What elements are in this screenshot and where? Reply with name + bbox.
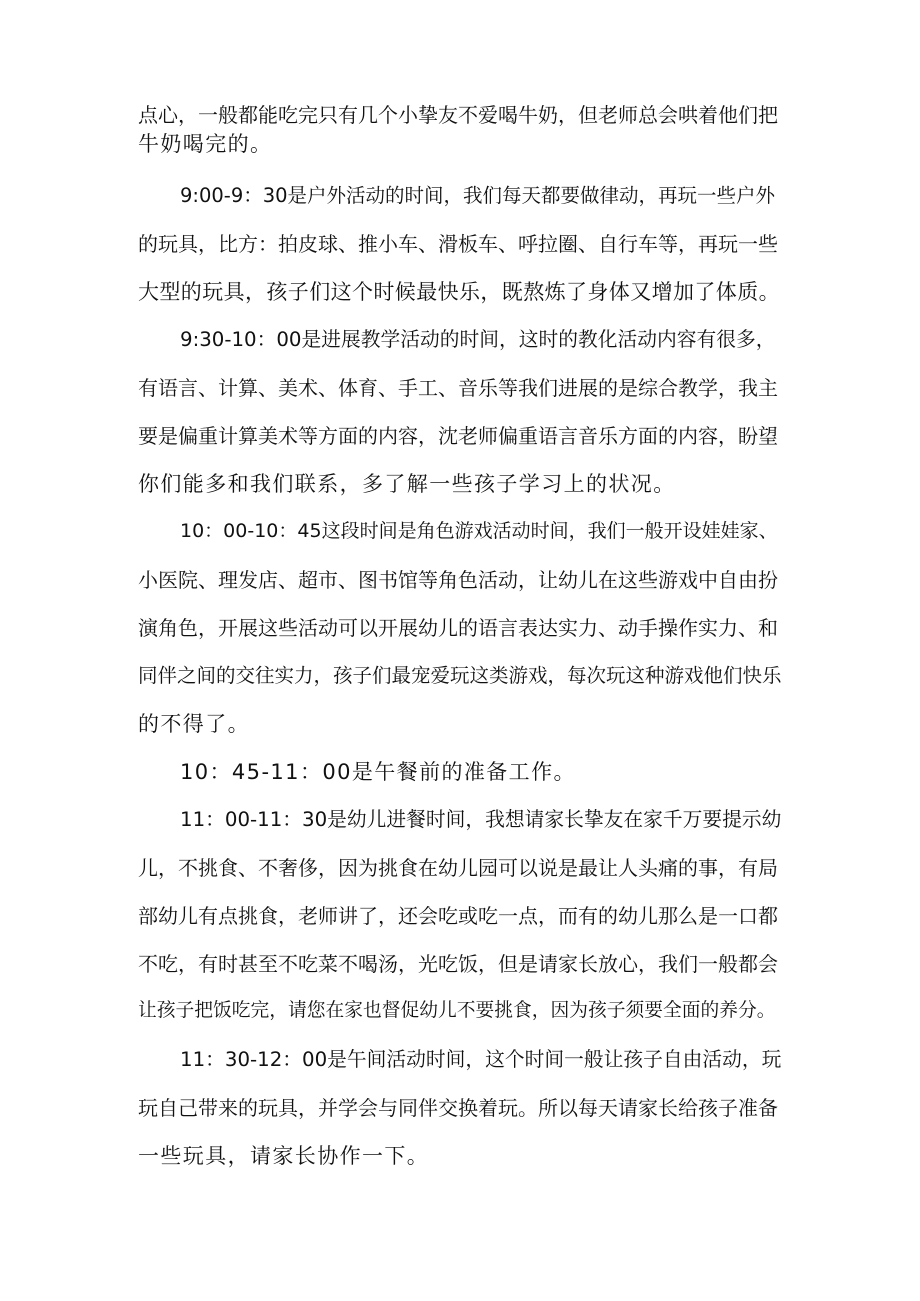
text-line: 不吃，有时甚至不吃菜不喝汤，光吃饭，但是请家长放心，我们一般都会: [138, 952, 778, 976]
paragraph-first-line: 11：00-11：30是幼儿进餐时间，我想请家长挚友在家千万要提示幼: [180, 808, 782, 831]
text-line: 玩自己带来的玩具，并学会与同伴交换着玩。所以每天请家长给孩子准备: [138, 1096, 778, 1120]
text-line: 让孩子把饭吃完，请您在家也督促幼儿不要挑食，因为孩子须要全面的养分。: [138, 1000, 776, 1021]
text-line: 有语言、计算、美术、体育、手工、音乐等我们进展的是综合教学，我主: [138, 376, 778, 400]
text-line: 同伴之间的交往实力，孩子们最宠爱玩这类游戏，每次玩这种游戏他们快乐: [138, 664, 782, 687]
text-line: 点心，一般都能吃完只有几个小挚友不爱喝牛奶，但老师总会哄着他们把: [138, 103, 778, 127]
text-line: 的不得了。: [138, 712, 250, 736]
paragraph-first-line: 9:00-9：30是户外活动的时间，我们每天都要做律动，再玩一些户外: [180, 184, 776, 207]
paragraph-first-line: 11：30-12：00是午间活动时间，这个时间一般让孩子自由活动，玩: [180, 1048, 782, 1071]
text-line: 牛奶喝完的。: [138, 132, 273, 156]
paragraph-first-line: 9:30-10：00是进展教学活动的时间，这时的教化活动内容有很多，: [180, 328, 776, 351]
text-line: 一些玩具，请家长协作一下。: [138, 1144, 430, 1168]
text-line: 演角色，开展这些活动可以开展幼儿的语言表达实力、动手操作实力、和: [138, 616, 778, 640]
text-line: 部幼儿有点挑食，老师讲了，还会吃或吃一点，而有的幼儿那么是一口都: [138, 904, 778, 928]
text-line: 小医院、理发店、超市、图书馆等角色活动，让幼儿在这些游戏中自由扮: [138, 568, 778, 592]
text-line: 你们能多和我们联系，多了解一些孩子学习上的状况。: [138, 472, 676, 496]
text-line: 大型的玩具，孩子们这个时候最快乐，既熬炼了身体又增加了体质。: [138, 280, 780, 304]
paragraph-first-line: 10：45-11：00是午餐前的准备工作。: [180, 760, 576, 784]
paragraph-first-line: 10：00-10：45这段时间是角色游戏活动时间，我们一般开设娃娃家、: [180, 520, 778, 542]
text-line: 要是偏重计算美术等方面的内容，沈老师偏重语言音乐方面的内容，盼望: [138, 424, 778, 448]
text-line: 儿，不挑食、不奢侈，因为挑食在幼儿园可以说是最让人头痛的事，有局: [138, 856, 778, 880]
text-line: 的玩具，比方：拍皮球、推小车、滑板车、呼拉圈、自行车等，再玩一些: [138, 232, 778, 256]
